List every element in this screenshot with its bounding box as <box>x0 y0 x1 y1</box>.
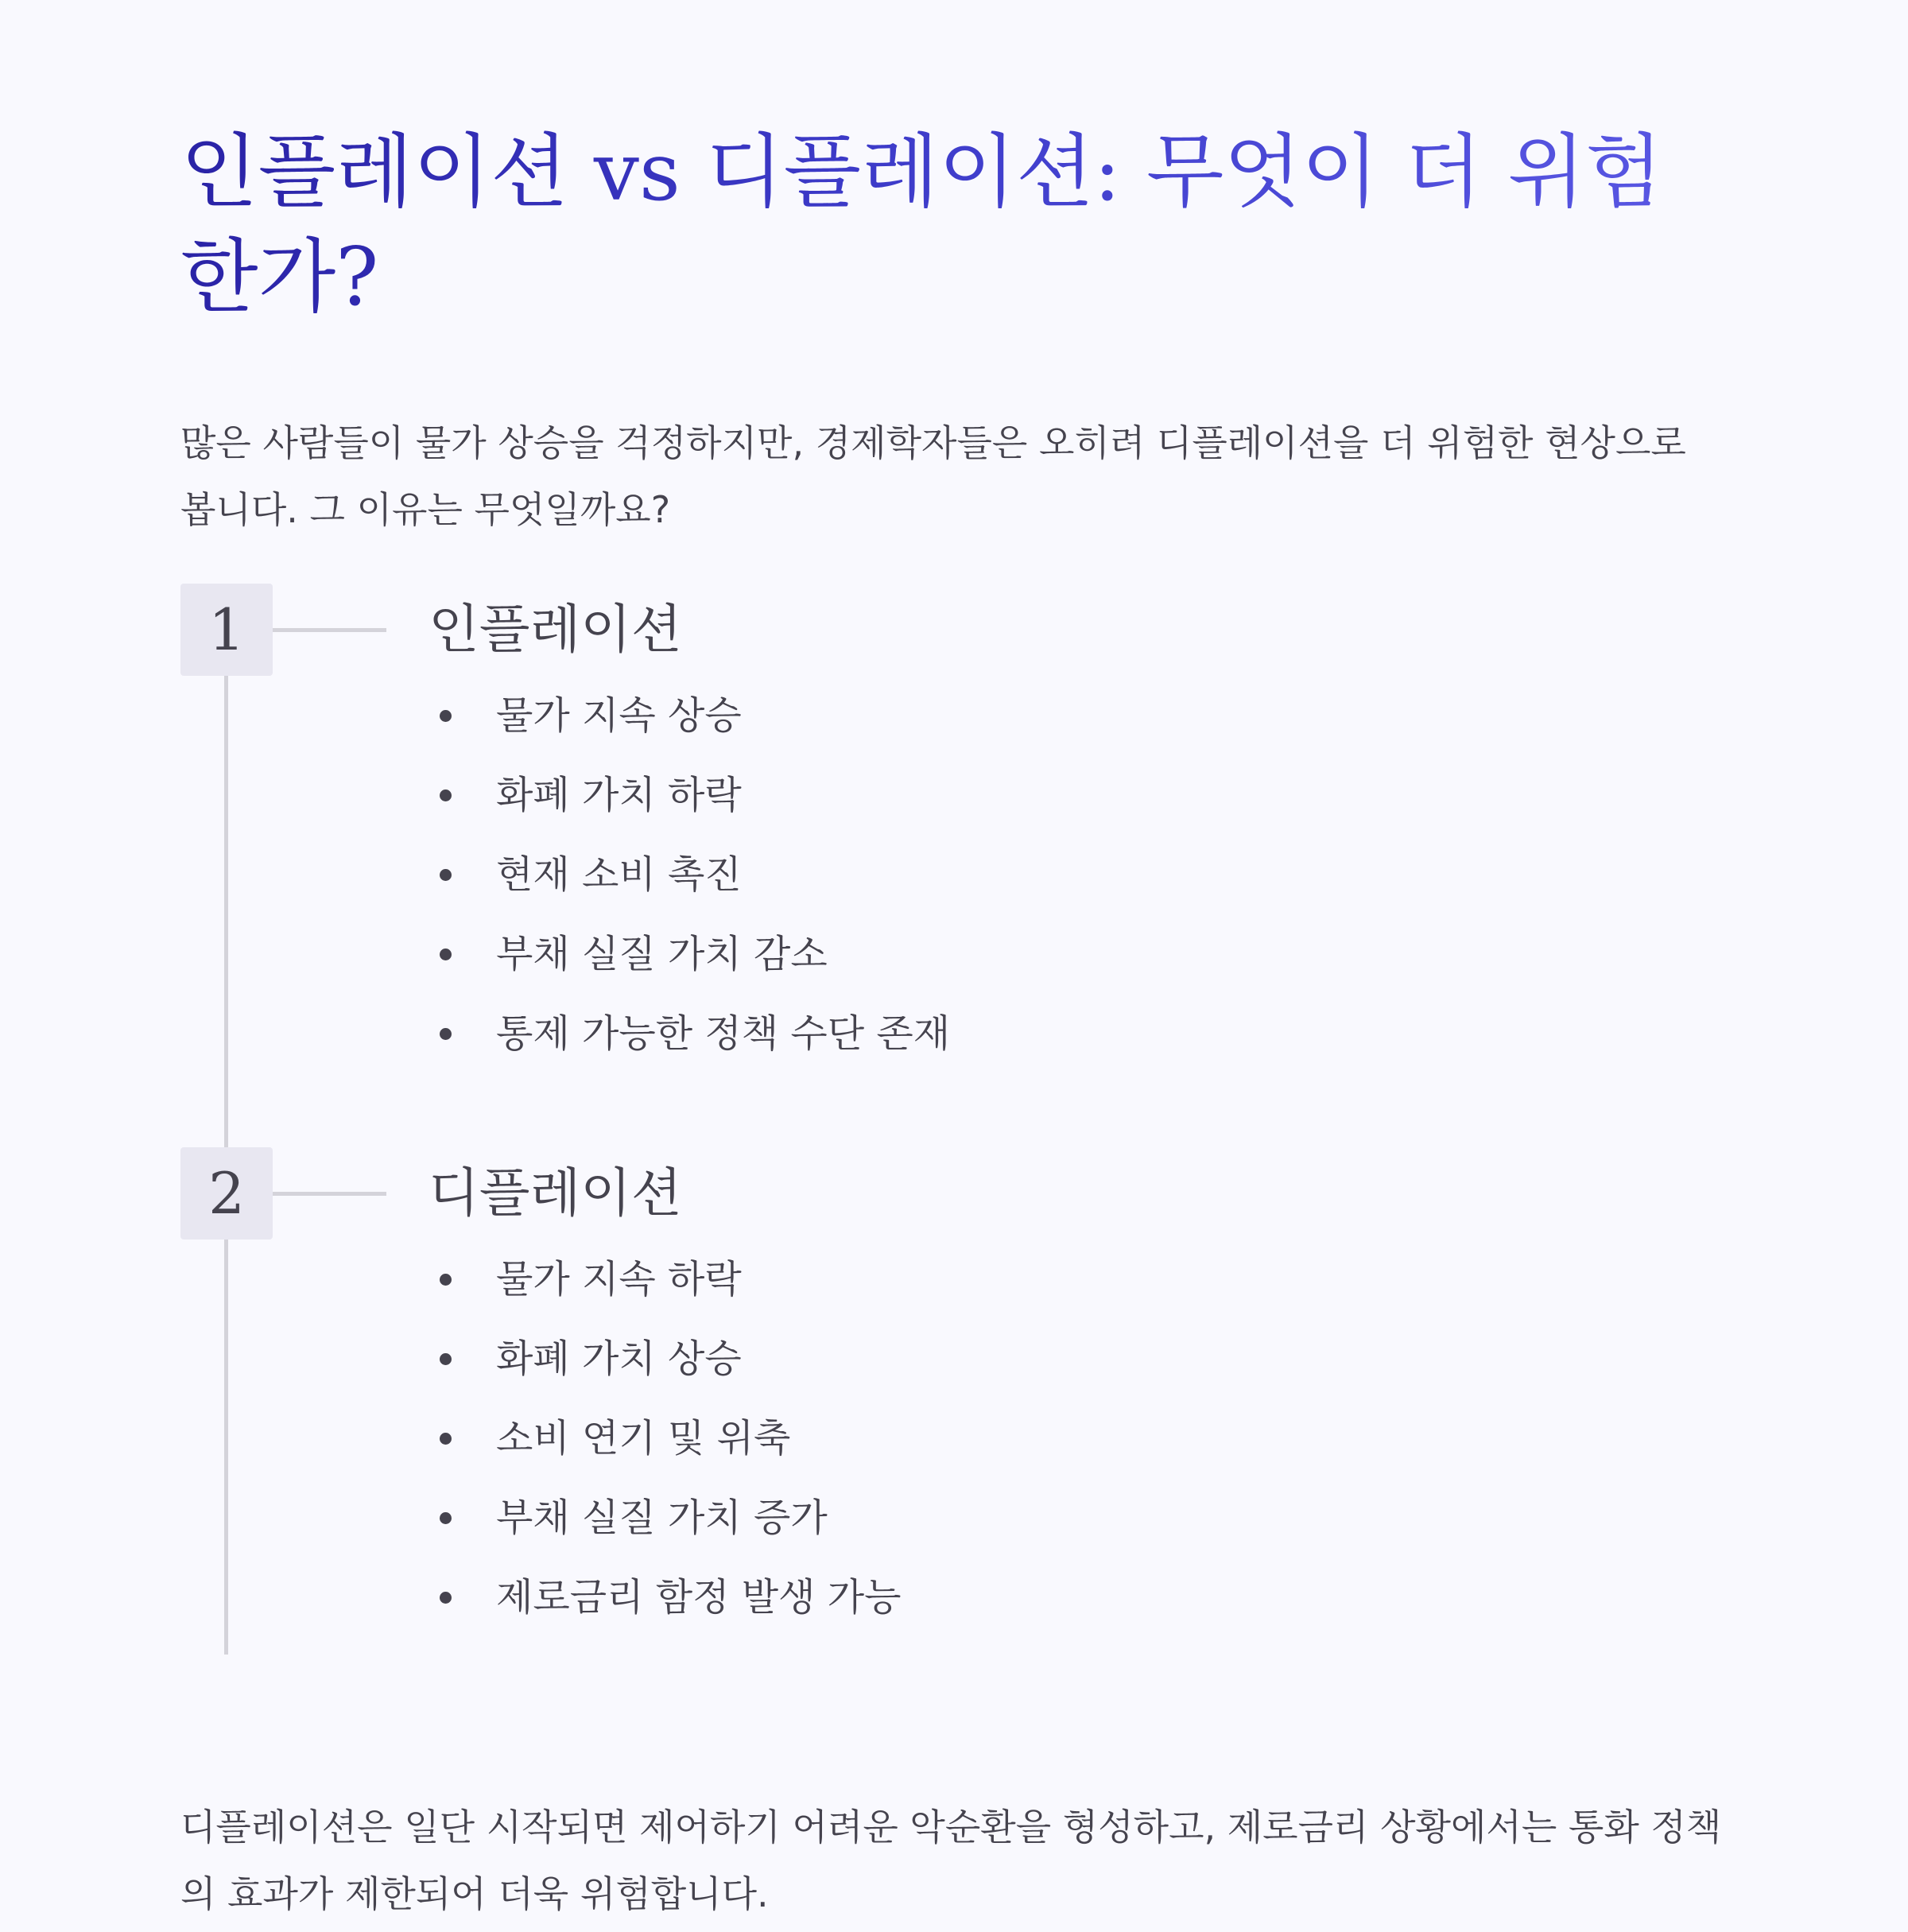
list-item-text: 현재 소비 촉진 <box>496 852 742 897</box>
bullet-dot-icon <box>440 1512 452 1524</box>
bullet-list <box>429 1240 901 1637</box>
vertical-timeline-line <box>224 676 228 1147</box>
bullet-list <box>429 676 950 1073</box>
bullet-dot-icon <box>440 949 452 960</box>
bullet-dot-icon <box>440 1353 452 1365</box>
bullet-dot-icon <box>440 869 452 881</box>
list-item <box>429 835 950 914</box>
bullet-dot-icon <box>440 710 452 722</box>
bullet-dot-icon <box>440 1592 452 1604</box>
list-item-text: 부채 실질 가치 감소 <box>496 932 828 976</box>
list-item <box>429 676 950 755</box>
horizontal-connector <box>273 1192 386 1196</box>
list-item <box>429 1478 901 1558</box>
list-item-text: 화폐 가치 상승 <box>496 1336 742 1381</box>
vertical-timeline-line <box>224 1240 228 1655</box>
list-item-text: 화폐 가치 하락 <box>496 773 742 817</box>
bullet-dot-icon <box>440 1274 452 1286</box>
page-content <box>180 119 1731 1915</box>
section-title: 인플레이션 <box>429 599 682 660</box>
list-item <box>429 1558 901 1637</box>
list-item <box>429 755 950 835</box>
bullet-dot-icon <box>440 1028 452 1040</box>
list-item <box>429 1319 901 1399</box>
bullet-dot-icon <box>440 789 452 801</box>
page-title: 인플레이션 vs 디플레이션: 무엇이 더 위험한가? <box>180 119 1731 329</box>
section-number-badge: 2 <box>180 1147 273 1240</box>
section-title: 디플레이션 <box>429 1162 682 1224</box>
list-item-text: 물가 지속 하락 <box>496 1257 742 1302</box>
bullet-dot-icon <box>440 1433 452 1445</box>
list-item <box>429 1240 901 1319</box>
list-item-text: 통제 가능한 정책 수단 존재 <box>496 1011 951 1056</box>
list-item-text: 제로금리 함정 발생 가능 <box>496 1575 902 1620</box>
list-item-text: 소비 연기 및 위축 <box>496 1416 791 1461</box>
list-item-text: 물가 지속 상승 <box>496 693 742 738</box>
intro-paragraph: 많은 사람들이 물가 상승을 걱정하지만, 경제학자들은 오히려 디플레이션을 더 위험한 현상으로 봅니다. 그 이유는 무엇일까요? <box>180 421 1686 531</box>
list-item-text: 부채 실질 가치 증가 <box>496 1496 828 1540</box>
list-item <box>429 994 950 1073</box>
section-number-badge: 1 <box>180 584 273 676</box>
list-item <box>429 1399 901 1478</box>
conclusion-paragraph: 디플레이션은 일단 시작되면 제어하기 어려운 악순환을 형성하고, 제로금리 상황에서는 통화 정책의 효과가 제한되어 더욱 위험합니다. <box>180 1806 1722 1915</box>
horizontal-connector <box>273 628 386 632</box>
list-item <box>429 914 950 994</box>
